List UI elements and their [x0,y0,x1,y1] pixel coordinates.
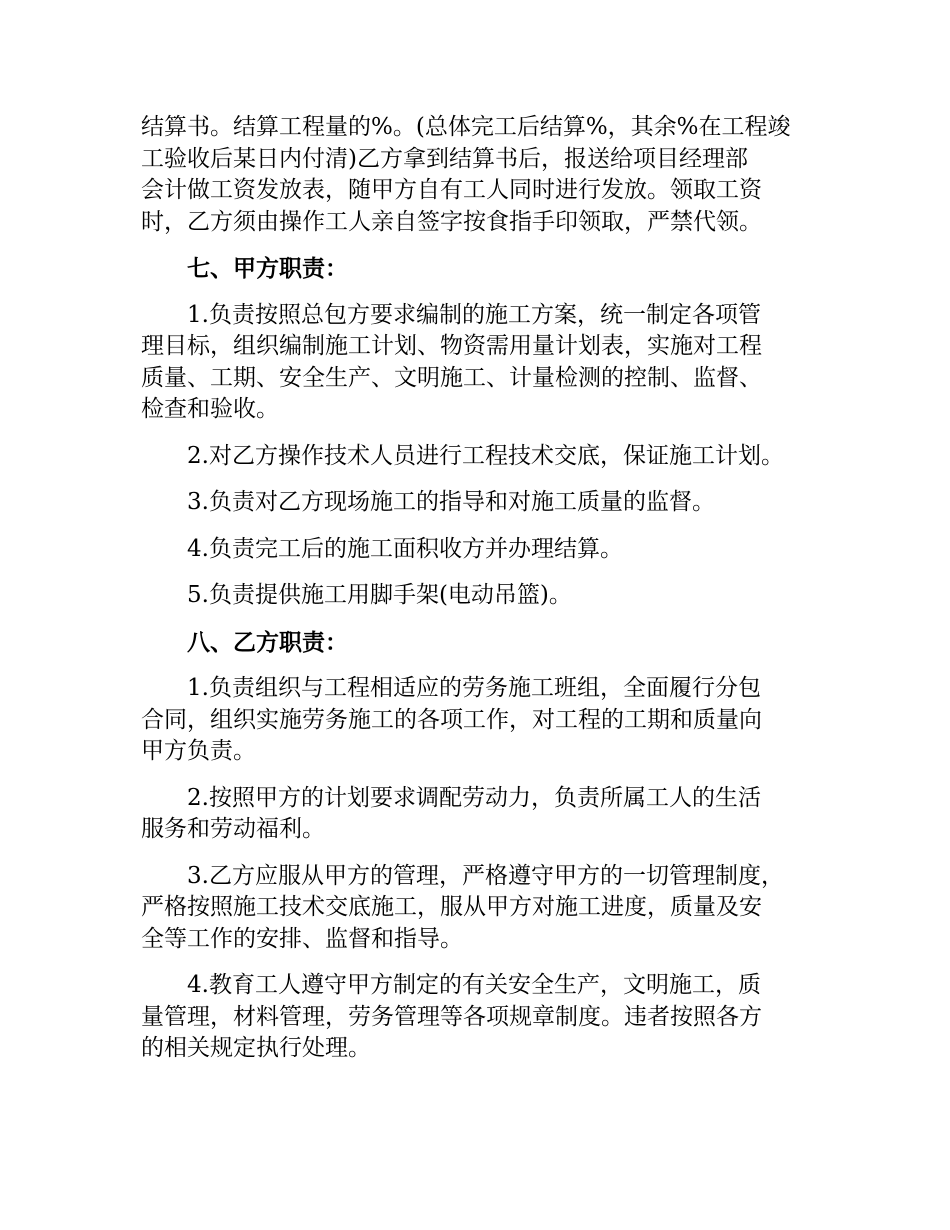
text-line: 全等工作的安排、监督和指导。 [141,925,463,952]
section-8-item-1 [141,673,821,768]
text-line: 1.负责按照总包方要求编制的施工方案，统一制定各项管 [187,301,761,328]
section-8-item-2 [141,783,821,846]
text-line: 工验收后某日内付清)乙方拿到结算书后，报送给项目经理部 [141,145,748,172]
section-7-item-5: 5.负责提供施工用脚手架(电动吊篮)。 [187,582,572,608]
text-line: 会计做工资发放表，随甲方自有工人同时进行发放。领取工资 [141,177,762,203]
section-8-item-3 [141,861,821,956]
intro-paragraph [141,112,821,238]
text-line: 甲方负责。 [141,738,256,764]
section-7-heading: 七、甲方职责： [187,255,348,282]
section-7-item-4: 4.负责完工后的施工面积收方并办理结算。 [187,535,623,562]
text-line: 质量、工期、安全生产、文明施工、计量检测的控制、监督、 [141,364,762,391]
section-7-item-1 [141,300,821,426]
section-7-item-3: 3.负责对乙方现场施工的指导和对施工质量的监督。 [187,489,715,515]
text-line: 1.负责组织与工程相适应的劳务施工班组，全面履行分包 [187,675,761,701]
text-line: 量管理，材料管理，劳务管理等各项规章制度。违者按照各方 [141,1003,762,1030]
text-line: 结算书。结算工程量的%。(总体完工后结算%，其余%在工程竣 [141,114,791,140]
text-line: 检查和验收。 [141,396,279,422]
section-8-item-4 [141,970,821,1065]
section-8-heading: 八、乙方职责： [187,628,348,656]
text-line: 时，乙方须由操作工人亲自签字按食指手印领取，严禁代领。 [141,208,762,235]
text-line: 合同，组织实施劳务施工的各项工作，对工程的工期和质量向 [141,706,762,733]
document-page [141,112,821,1065]
text-line: 的相关规定执行处理。 [141,1035,371,1061]
text-line: 3.乙方应服从甲方的管理，严格遵守甲方的一切管理制度， [187,862,784,889]
text-line: 服务和劳动福利。 [141,816,325,842]
text-line: 4.教育工人遵守甲方制定的有关安全生产，文明施工，质 [187,972,761,998]
text-line: 严格按照施工技术交底施工，服从甲方对施工进度，质量及安 [141,894,762,920]
text-line: 2.按照甲方的计划要求调配劳动力，负责所属工人的生活 [187,784,761,811]
section-7-item-2: 2.对乙方操作技术人员进行工程技术交底，保证施工计划。 [187,442,784,469]
text-line: 理目标，组织编制施工计划、物资需用量计划表，实施对工程 [141,333,762,359]
